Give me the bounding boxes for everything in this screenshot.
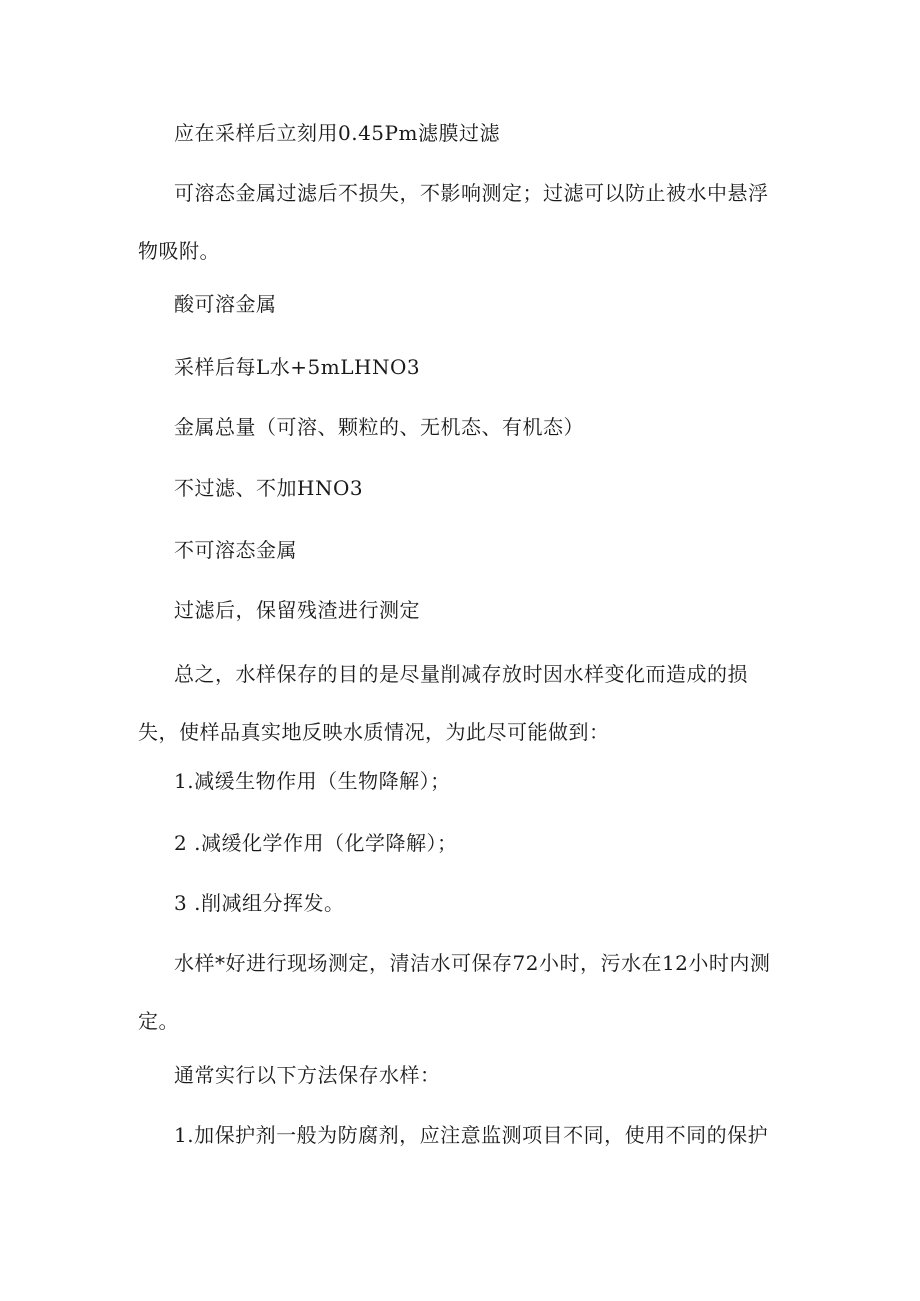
paragraph: 过滤后，保留残渣进行测定	[174, 598, 420, 622]
paragraph: 采样后每L水+5mLHNO3	[174, 355, 421, 379]
paragraph: 2 .减缓化学作用（化学降解）；	[174, 831, 458, 855]
paragraph: 可溶态金属过滤后不损失，不影响测定；过滤可以防止被水中悬浮物吸附。	[138, 181, 769, 263]
paragraph: 不过滤、不加HNO3	[174, 476, 364, 500]
paragraph: 3 .削减组分挥发。	[174, 891, 345, 915]
paragraph: 不可溶态金属	[174, 538, 297, 562]
paragraph: 1.减缓生物作用（生物降解）；	[174, 769, 451, 793]
paragraph: 水样*好进行现场测定，清洁水可保存72小时，污水在12小时内测定。	[138, 951, 771, 1033]
paragraph: 金属总量（可溶、颗粒的、无机态、有机态）	[174, 415, 584, 439]
paragraph: 酸可溶金属	[174, 292, 277, 316]
paragraph: 1.加保护剂一般为防腐剂，应注意监测项目不同，使用不同的保护	[174, 1123, 769, 1147]
paragraph: 应在采样后立刻用0.45Pm滤膜过滤	[174, 121, 500, 145]
paragraph: 总之，水样保存的目的是尽量削减存放时因水样变化而造成的损失，使样品真实地反映水质情况，为此尽可能做到：	[138, 662, 748, 744]
paragraph: 通常实行以下方法保存水样：	[174, 1063, 441, 1087]
